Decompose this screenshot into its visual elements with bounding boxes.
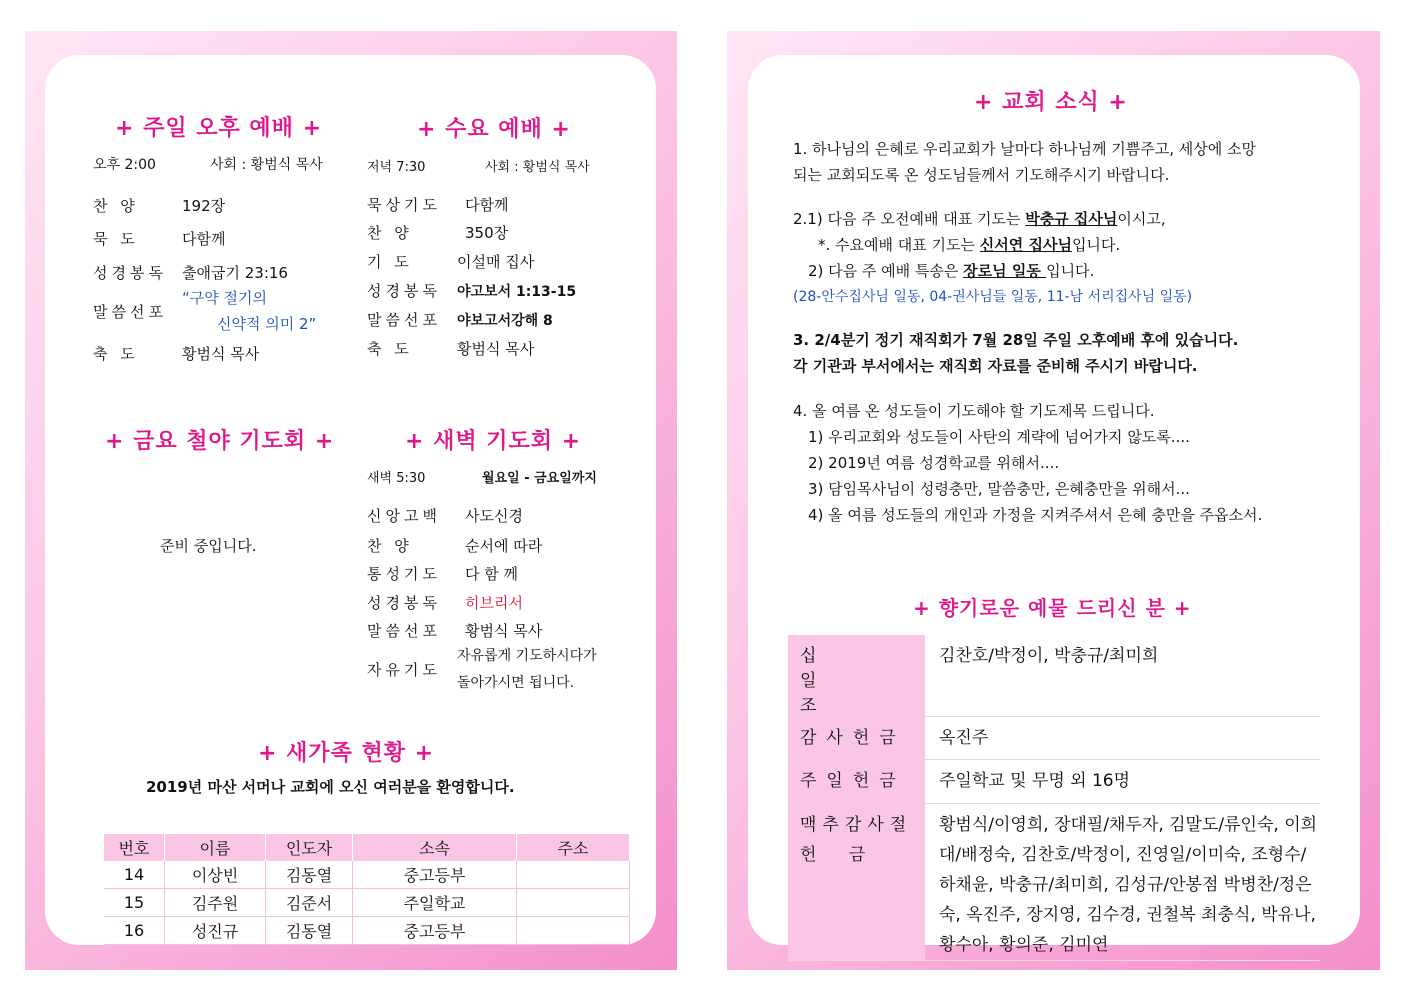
offering-donors: 김찬호/박정이, 박충규/최미희 <box>925 635 1320 717</box>
column-header: 인도자 <box>266 834 353 861</box>
offering-label-line1: 맥추감사절 <box>800 815 913 835</box>
news-item-2b-prefix: *. 수요예배 대표 기도는 <box>818 236 980 254</box>
prayer-leader-name: 박충규 집사님 <box>1025 210 1118 228</box>
offering-row <box>788 717 1320 760</box>
wednesday-item-value: 350장 <box>465 224 509 242</box>
table-cell: 김동열 <box>266 861 353 889</box>
news-item-2b-suffix: 입니다. <box>1071 236 1121 254</box>
table-cell: 15 <box>104 889 165 917</box>
prayer-topic-item: 2) 2019년 여름 성경학교를 위해서.... <box>808 454 1060 472</box>
dawn-item-label: 통성기도 <box>367 565 441 583</box>
dawn-item-label: 자유기도 <box>367 661 441 679</box>
news-item-4-title: 4. 올 여름 온 성도들이 기도해야 할 기도제목 드립니다. <box>793 402 1155 420</box>
news-item-2-suffix: 이시고, <box>1117 210 1166 228</box>
sunday-item-value: 192장 <box>182 197 226 215</box>
wednesday-item-label: 말씀선포 <box>367 311 441 329</box>
offering-row <box>788 804 1320 961</box>
sunday-item-value: 출애굽기 23:16 <box>182 264 288 282</box>
wednesday-service-time: 저녁 7:30 <box>367 160 426 175</box>
church-news-title: + 교회 소식 + <box>974 90 1128 115</box>
dawn-prayer-title: + 새벽 기도회 + <box>405 429 582 454</box>
dawn-item-value-line2: 돌아가시면 됩니다. <box>457 675 575 691</box>
wednesday-item-label: 기 도 <box>367 253 413 271</box>
wednesday-item-value: 다함께 <box>465 196 509 214</box>
dawn-prayer-days: 월요일 - 금요일까지 <box>482 471 597 486</box>
dawn-item-value: 다 함 께 <box>465 565 519 583</box>
column-header: 주소 <box>517 834 630 861</box>
wednesday-item-label: 성경봉독 <box>367 282 441 300</box>
news-item-2c-prefix: 2) 다음 주 예배 특송은 <box>808 262 964 280</box>
left-page <box>25 31 677 970</box>
news-item-3-line1: 3. 2/4분기 정기 재직회가 7월 28일 주일 오후예배 후에 있습니다. <box>793 331 1239 349</box>
wednesday-service-title: + 수요 예배 + <box>417 117 571 142</box>
news-item-1-line2: 되는 교회되도록 온 성도님들께서 기도해주시기 바랍니다. <box>793 166 1170 184</box>
dawn-item-value: 순서에 따라 <box>465 537 543 555</box>
sunday-item-label: 말씀선포 <box>93 303 167 321</box>
dawn-item-label: 성경봉독 <box>367 594 441 612</box>
table-cell: 14 <box>104 861 165 889</box>
dawn-item-value: 자유롭게 기도하시다가 <box>457 648 597 664</box>
left-card <box>45 55 656 945</box>
right-page <box>727 31 1380 970</box>
news-item-2c-suffix: 입니다. <box>1046 262 1095 280</box>
offering-donors: 황범식/이영희, 장대필/채두자, 김말도/류인숙, 이희대/배정숙, 김찬호/박정이, 진영일/이미숙, 조형수/하채윤, 박충규/최미희, 김성규/안봉점 박병찬/정은숙, 옥진주, 장지영, 김수경, 권철복 최충식, 박유나, 황수아, 황의준, 김미연 <box>925 804 1320 961</box>
prayer-topic-item: 3) 담임목사님이 성령충만, 말씀충만, 은혜충만을 위해서... <box>808 480 1190 498</box>
new-family-title: + 새가족 현황 + <box>258 741 435 766</box>
offering-donors: 주일학교 및 무명 외 16명 <box>925 760 1320 804</box>
offering-label: 십 일 조 <box>788 635 925 717</box>
table-row <box>104 861 630 889</box>
dawn-item-label: 찬 양 <box>367 537 413 555</box>
prayer-topic-item: 1) 우리교회와 성도들이 사탄의 계략에 넘어가지 않도록.... <box>808 428 1190 446</box>
dawn-item-value: 황범식 목사 <box>465 622 543 640</box>
table-cell <box>517 861 630 889</box>
wednesday-item-value: 이설매 집사 <box>457 253 535 271</box>
new-family-table <box>104 834 630 945</box>
offerings-table <box>788 635 1320 961</box>
news-item-3-line2: 각 기관과 부서에서는 재직회 자료를 준비해 주시기 바랍니다. <box>793 357 1198 375</box>
dawn-prayer-time: 새벽 5:30 <box>367 471 426 486</box>
dawn-item-value: 사도신경 <box>465 507 523 525</box>
wednesday-item-value: 야고보서 1:13-15 <box>457 284 577 300</box>
table-cell: 성진규 <box>165 917 266 945</box>
sermon-title-line1: “구약 절기의 <box>182 289 267 307</box>
column-header: 소속 <box>353 834 517 861</box>
offering-label: 감사헌금 <box>788 717 925 760</box>
news-item-2-prefix: 2.1) 다음 주 오전예배 대표 기도는 <box>793 210 1026 228</box>
special-song-group: 장로님 일동 <box>963 262 1047 280</box>
news-item-2-line3 <box>808 260 1094 281</box>
offering-donors: 옥진주 <box>925 717 1320 760</box>
sunday-service-title: + 주일 오후 예배 + <box>115 116 323 141</box>
sunday-service-time: 오후 2:00 <box>93 157 156 173</box>
wednesday-item-label: 축 도 <box>367 340 413 358</box>
table-cell: 16 <box>104 917 165 945</box>
table-cell: 김동열 <box>266 917 353 945</box>
offerings-title: + 향기로운 예물 드리신 분 + <box>913 596 1192 620</box>
wednesday-item-value: 황범식 목사 <box>457 340 535 358</box>
sunday-service-leader: 사회 : 황범식 목사 <box>210 157 323 173</box>
sunday-item-value: 황범식 목사 <box>182 345 260 363</box>
wednesday-service-leader: 사회 : 황범식 목사 <box>485 160 590 175</box>
table-cell <box>517 889 630 917</box>
offering-label <box>788 804 925 961</box>
wednesday-item-value: 야보고서강해 8 <box>457 313 553 329</box>
table-cell: 주일학교 <box>353 889 517 917</box>
offering-label-line2: 헌 금 <box>800 845 866 865</box>
offering-row <box>788 635 1320 717</box>
sunday-item-label: 축 도 <box>93 345 139 363</box>
news-item-2-line2 <box>818 234 1120 255</box>
wednesday-item-label: 묵상기도 <box>367 196 441 214</box>
friday-prayer-note: 준비 중입니다. <box>160 537 257 555</box>
table-header-row <box>104 834 630 861</box>
offering-row <box>788 760 1320 804</box>
news-item-1-line1: 1. 하나님의 은혜로 우리교회가 날마다 하나님께 기쁨주고, 세상에 소망 <box>793 140 1256 158</box>
offering-label: 주일헌금 <box>788 760 925 804</box>
prayer-topic-item: 4) 올 여름 성도들의 개인과 가정을 지켜주셔서 은혜 충만을 주옵소서. <box>808 506 1263 524</box>
dawn-item-label: 말씀선포 <box>367 622 441 640</box>
table-row <box>104 917 630 945</box>
wednesday-item-label: 찬 양 <box>367 224 413 242</box>
column-header: 번호 <box>104 834 165 861</box>
table-cell: 이상빈 <box>165 861 266 889</box>
sunday-item-label: 찬 양 <box>93 197 139 215</box>
right-card <box>748 55 1360 955</box>
sunday-item-label: 성경봉독 <box>93 264 167 282</box>
sunday-item-value: 다함께 <box>182 230 226 248</box>
table-cell: 중고등부 <box>353 861 517 889</box>
news-item-2-line1 <box>793 208 1166 229</box>
column-header: 이름 <box>165 834 266 861</box>
sermon-title-line2: 신약적 의미 2” <box>217 315 317 333</box>
new-family-subtitle: 2019년 마산 서머나 교회에 오신 여러분을 환영합니다. <box>146 778 515 796</box>
table-cell: 중고등부 <box>353 917 517 945</box>
news-item-2-note: (28-안수집사님 일동, 04-권사님들 일동, 11-남 서리집사님 일동) <box>793 289 1193 305</box>
sunday-item-label: 묵 도 <box>93 230 139 248</box>
dawn-item-label: 신앙고백 <box>367 507 441 525</box>
dawn-item-value: 히브리서 <box>465 594 523 612</box>
friday-prayer-title: + 금요 철야 기도회 + <box>105 429 335 454</box>
table-row <box>104 889 630 917</box>
table-cell: 김주원 <box>165 889 266 917</box>
wednesday-prayer-leader-name: 신서연 집사님 <box>979 236 1072 254</box>
table-cell <box>517 917 630 945</box>
table-cell: 김준서 <box>266 889 353 917</box>
